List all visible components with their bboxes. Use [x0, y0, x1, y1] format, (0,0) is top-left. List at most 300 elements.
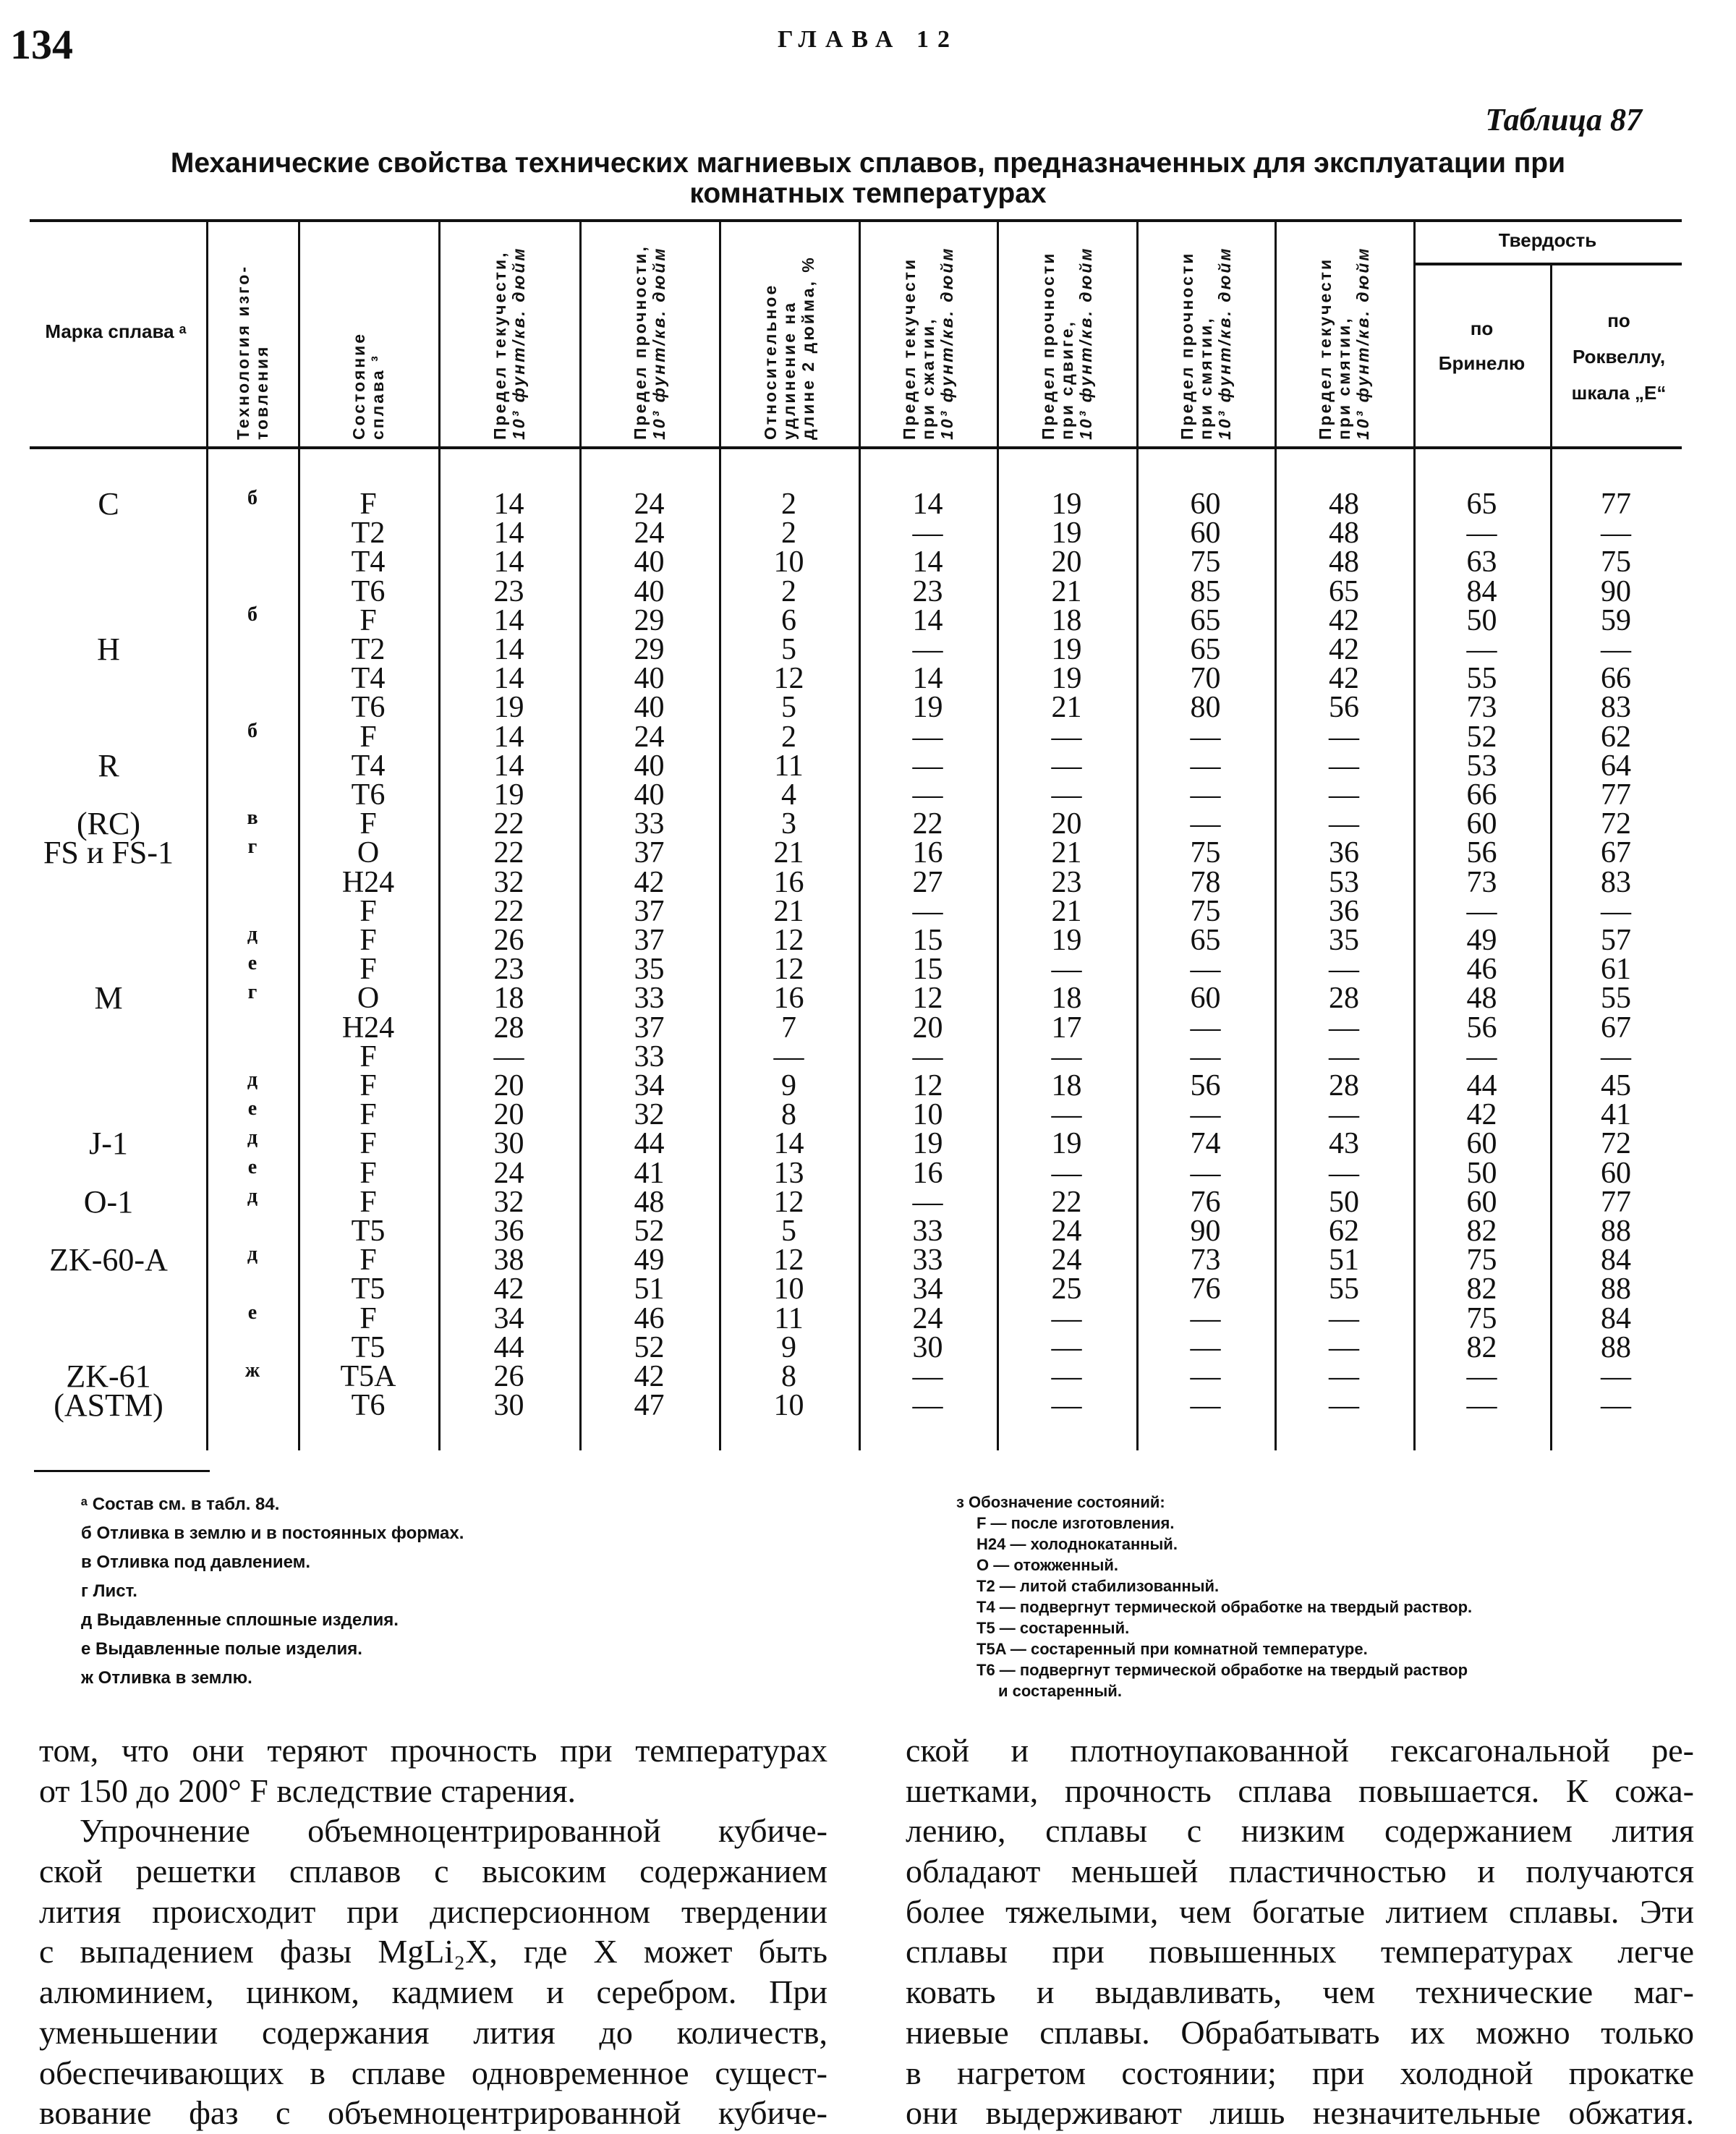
cell-alloy: M: [94, 980, 123, 1016]
cell-elongation: 12: [773, 1244, 804, 1278]
cell-yield: 26: [493, 924, 524, 957]
cell-brinell: 56: [1466, 1011, 1497, 1045]
cell-tensile: 40: [634, 749, 665, 783]
cell-elongation: 12: [773, 662, 804, 696]
cell-elongation: 8: [781, 1360, 796, 1393]
cell-tensile: 34: [634, 1069, 665, 1102]
cell-shear: —: [1051, 1301, 1082, 1335]
cell-bearing-strength: 65: [1190, 633, 1221, 666]
header-state: [349, 230, 387, 440]
cell-bearing-strength: 75: [1190, 836, 1221, 870]
cell-bearing-strength: —: [1190, 778, 1221, 812]
cell-rockwell: 77: [1601, 778, 1631, 812]
cell-bearing-strength: —: [1190, 1011, 1221, 1045]
body-text-line: уменьшении содержания лития до количеств,: [39, 2013, 827, 2051]
cell-tensile: 29: [634, 603, 665, 637]
cell-elongation: 13: [773, 1156, 804, 1190]
cell-compressive-yield: 12: [912, 982, 943, 1016]
footnote: г Лист.: [81, 1581, 137, 1601]
column-rule: [719, 221, 721, 1450]
cell-elongation: 11: [774, 1301, 804, 1335]
cell-shear: 19: [1051, 517, 1082, 550]
cell-brinell: 46: [1466, 953, 1497, 987]
cell-rockwell: 72: [1601, 1127, 1631, 1161]
header-line: товления: [252, 344, 271, 440]
footnote: H24 — холоднокатанный.: [977, 1535, 1178, 1553]
cell-tensile: 37: [634, 894, 665, 928]
cell-tensile: 40: [634, 574, 665, 608]
cell-bearing-strength: —: [1190, 749, 1221, 783]
cell-yield: 22: [493, 807, 524, 841]
cell-alloy: (ASTM): [54, 1387, 163, 1424]
cell-compressive-yield: 10: [912, 1098, 943, 1132]
body-text-line: шетками, прочность сплава повышается. К сожа-: [906, 1772, 1694, 1809]
cell-bearing-yield: 56: [1329, 691, 1359, 725]
cell-bearing-yield: 50: [1329, 1185, 1359, 1219]
cell-compressive-yield: —: [912, 1185, 943, 1219]
column-rule: [438, 221, 441, 1450]
cell-elongation: 2: [781, 488, 796, 521]
cell-rockwell: 67: [1601, 1011, 1631, 1045]
cell-state: O: [357, 836, 380, 870]
table-label: Таблица 87: [1485, 102, 1642, 137]
cell-shear: 19: [1051, 924, 1082, 957]
cell-bearing-strength: 75: [1190, 894, 1221, 928]
cell-bearing-yield: 51: [1329, 1244, 1359, 1278]
cell-elongation: 12: [773, 1185, 804, 1219]
body-text-line: от 150 до 200° F вследствие старения.: [39, 1772, 576, 1809]
cell-bearing-yield: 36: [1329, 894, 1359, 928]
cell-rockwell: 62: [1601, 720, 1631, 754]
cell-elongation: 7: [781, 1011, 796, 1045]
cell-shear: —: [1051, 1330, 1082, 1364]
cell-state: F: [359, 924, 377, 957]
column-rule: [1413, 221, 1416, 1450]
cell-elongation: 10: [773, 545, 804, 579]
footnote: и состаренный.: [998, 1682, 1122, 1700]
cell-shear: —: [1051, 1040, 1082, 1074]
cell-compressive-yield: 14: [912, 488, 943, 521]
cell-rockwell: —: [1601, 1389, 1631, 1423]
cell-bearing-yield: —: [1329, 807, 1359, 841]
cell-shear: —: [1051, 749, 1082, 783]
header-line: 10³ фунт/кв. дюйм: [937, 246, 956, 440]
header-line: Предел прочности: [1177, 251, 1196, 440]
cell-bearing-strength: 56: [1190, 1069, 1221, 1102]
cell-tech: ж: [244, 1359, 260, 1382]
cell-shear: 20: [1051, 545, 1082, 579]
header-line: 10³ фунт/кв. дюйм: [1353, 246, 1372, 440]
cell-yield: 14: [493, 517, 524, 550]
header-bottom-rule: [30, 446, 1682, 449]
cell-bearing-strength: —: [1190, 1330, 1221, 1364]
body-text-line: обладают меньшей пластичностью и получаются: [906, 1853, 1694, 1890]
cell-state: F: [359, 1127, 377, 1161]
cell-brinell: 55: [1466, 662, 1497, 696]
cell-bearing-strength: 78: [1190, 865, 1221, 899]
cell-rockwell: 77: [1601, 488, 1631, 521]
cell-compressive-yield: —: [912, 894, 943, 928]
cell-yield: —: [493, 1040, 524, 1074]
cell-alloy: C: [98, 486, 119, 522]
cell-bearing-strength: —: [1190, 1301, 1221, 1335]
cell-shear: 18: [1051, 1069, 1082, 1102]
cell-tech: в: [247, 807, 258, 830]
cell-state: T6: [351, 778, 386, 812]
cell-bearing-strength: 76: [1190, 1185, 1221, 1219]
cell-bearing-strength: 85: [1190, 574, 1221, 608]
cell-tensile: 40: [634, 691, 665, 725]
cell-elongation: 9: [781, 1330, 796, 1364]
header-c5: [1039, 230, 1095, 440]
cell-compressive-yield: 24: [912, 1301, 943, 1335]
cell-state: T5: [351, 1272, 386, 1306]
header-line: удлинение на: [779, 300, 799, 440]
cell-state: T2: [351, 517, 386, 550]
cell-tech: б: [247, 603, 258, 626]
cell-shear: 20: [1051, 807, 1082, 841]
cell-bearing-strength: 70: [1190, 662, 1221, 696]
cell-tensile: 49: [634, 1244, 665, 1278]
cell-rockwell: 88: [1601, 1272, 1631, 1306]
cell-state: T6: [351, 574, 386, 608]
body-text-line: ниевые сплавы. Обрабатывать их можно только: [906, 2013, 1694, 2051]
cell-tech: д: [247, 923, 258, 945]
cell-shear: 24: [1051, 1215, 1082, 1248]
header-rockwell: [1550, 302, 1688, 411]
cell-elongation: 12: [773, 924, 804, 957]
cell-bearing-strength: 90: [1190, 1215, 1221, 1248]
cell-tensile: 35: [634, 953, 665, 987]
cell-state: F: [359, 1185, 377, 1219]
body-text-line: вование фаз с объемноцентрированной кубиче-: [39, 2094, 827, 2132]
body-text-line: том, что они теряют прочность при температурах: [39, 1732, 827, 1769]
cell-tensile: 52: [634, 1215, 665, 1248]
cell-elongation: 9: [781, 1069, 796, 1102]
cell-brinell: 52: [1466, 720, 1497, 754]
header-line: Предел текучести: [1316, 257, 1335, 440]
body-text-line: в нагретом состоянии; при холодной прокатке: [906, 2054, 1694, 2091]
cell-brinell: —: [1466, 633, 1497, 666]
cell-rockwell: 67: [1601, 836, 1631, 870]
cell-tensile: 24: [634, 488, 665, 521]
cell-yield: 24: [493, 1156, 524, 1190]
cell-shear: —: [1051, 1389, 1082, 1423]
cell-tensile: 48: [634, 1185, 665, 1219]
cell-compressive-yield: —: [912, 633, 943, 666]
table-title-line: комнатных температурах: [689, 178, 1047, 209]
cell-elongation: 16: [773, 982, 804, 1016]
cell-brinell: 60: [1466, 807, 1497, 841]
cell-compressive-yield: 19: [912, 1127, 943, 1161]
cell-brinell: 65: [1466, 488, 1497, 521]
footnote: O — отожженный.: [977, 1556, 1119, 1574]
cell-tech: е: [247, 952, 258, 975]
cell-bearing-strength: —: [1190, 1156, 1221, 1190]
body-text-line: Упрочнение объемноцентрированной кубиче-: [80, 1812, 827, 1850]
cell-rockwell: 59: [1601, 603, 1631, 637]
cell-bearing-yield: —: [1329, 1389, 1359, 1423]
body-text-line: с выпадением фазы MgLi₂X, где X может быть: [39, 1933, 827, 1971]
cell-brinell: 82: [1466, 1272, 1497, 1306]
header-line: Предел прочности,: [630, 245, 650, 440]
body-text-line: они выдерживают лишь незначительные обжатия.: [906, 2094, 1694, 2132]
cell-bearing-strength: 80: [1190, 691, 1221, 725]
cell-elongation: 5: [781, 633, 796, 666]
cell-yield: 14: [493, 603, 524, 637]
column-rule: [298, 221, 300, 1450]
cell-state: T4: [351, 545, 386, 579]
cell-yield: 32: [493, 865, 524, 899]
cell-bearing-yield: —: [1329, 1360, 1359, 1393]
cell-bearing-yield: —: [1329, 1040, 1359, 1074]
header-line: длине 2 дюйма, %: [798, 255, 817, 440]
cell-tensile: 46: [634, 1301, 665, 1335]
cell-compressive-yield: 34: [912, 1272, 943, 1306]
cell-state: F: [359, 894, 377, 928]
cell-compressive-yield: 15: [912, 924, 943, 957]
cell-state: F: [359, 953, 377, 987]
cell-shear: 24: [1051, 1244, 1082, 1278]
header-line: при смятии,: [1335, 316, 1353, 440]
cell-state: F: [359, 720, 377, 754]
cell-tensile: 37: [634, 924, 665, 957]
cell-elongation: 3: [781, 807, 796, 841]
cell-tech: д: [247, 1243, 258, 1266]
cell-rockwell: —: [1601, 517, 1631, 550]
header-c4: [900, 230, 956, 440]
chapter-heading: ГЛАВА 12: [778, 26, 958, 53]
cell-tech: д: [247, 1126, 258, 1149]
cell-alloy: H: [97, 632, 120, 667]
header-line: Технология изго-: [233, 265, 252, 440]
header-hardness: Твердость: [1498, 229, 1597, 251]
cell-tech: г: [247, 836, 258, 859]
cell-yield: 20: [493, 1098, 524, 1132]
cell-rockwell: 72: [1601, 807, 1631, 841]
cell-compressive-yield: 15: [912, 953, 943, 987]
cell-yield: 32: [493, 1185, 524, 1219]
cell-tensile: 33: [634, 1040, 665, 1074]
cell-bearing-yield: 28: [1329, 1069, 1359, 1102]
cell-shear: —: [1051, 1360, 1082, 1393]
cell-rockwell: 41: [1601, 1098, 1631, 1132]
cell-yield: 14: [493, 720, 524, 754]
cell-yield: 22: [493, 894, 524, 928]
cell-state: F: [359, 1069, 377, 1102]
cell-yield: 42: [493, 1272, 524, 1306]
cell-state: O: [357, 982, 380, 1016]
cell-compressive-yield: —: [912, 1389, 943, 1423]
cell-bearing-strength: 60: [1190, 488, 1221, 521]
cell-shear: —: [1051, 953, 1082, 987]
body-text-left-column: [39, 1730, 827, 2133]
cell-yield: 38: [493, 1244, 524, 1278]
cell-yield: 30: [493, 1127, 524, 1161]
cell-compressive-yield: 19: [912, 691, 943, 725]
cell-bearing-yield: 48: [1329, 488, 1359, 521]
cell-yield: 14: [493, 633, 524, 666]
cell-elongation: —: [773, 1040, 804, 1074]
cell-shear: 21: [1051, 691, 1082, 725]
cell-brinell: —: [1466, 894, 1497, 928]
cell-rockwell: 88: [1601, 1215, 1631, 1248]
cell-rockwell: 57: [1601, 924, 1631, 957]
cell-alloy: ZK-61: [66, 1359, 151, 1394]
cell-compressive-yield: 30: [912, 1330, 943, 1364]
cell-shear: 21: [1051, 836, 1082, 870]
cell-elongation: 21: [773, 836, 804, 870]
header-tech: [234, 230, 271, 440]
cell-compressive-yield: 20: [912, 1011, 943, 1045]
cell-yield: 14: [493, 488, 524, 521]
cell-elongation: 12: [773, 953, 804, 987]
cell-alloy: O-1: [83, 1183, 134, 1220]
body-text-line: ской решетки сплавов с высоким содержанием: [39, 1853, 827, 1890]
cell-rockwell: 83: [1601, 691, 1631, 725]
cell-yield: 18: [493, 982, 524, 1016]
cell-compressive-yield: 27: [912, 865, 943, 899]
cell-compressive-yield: —: [912, 517, 943, 550]
cell-state: F: [359, 1301, 377, 1335]
cell-elongation: 6: [781, 603, 796, 637]
cell-state: F: [359, 603, 377, 637]
cell-bearing-yield: —: [1329, 1156, 1359, 1190]
cell-bearing-yield: 55: [1329, 1272, 1359, 1306]
cell-bearing-yield: —: [1329, 749, 1359, 783]
cell-brinell: 50: [1466, 603, 1497, 637]
cell-yield: 14: [493, 545, 524, 579]
cell-compressive-yield: 22: [912, 807, 943, 841]
header-line: Относительное: [760, 283, 780, 440]
cell-shear: —: [1051, 720, 1082, 754]
cell-tensile: 33: [634, 807, 665, 841]
cell-brinell: 84: [1466, 574, 1497, 608]
cell-bearing-yield: 42: [1329, 662, 1359, 696]
cell-elongation: 2: [781, 720, 796, 754]
cell-tensile: 41: [634, 1156, 665, 1190]
header-line: 10³ фунт/кв. дюйм: [1214, 246, 1234, 440]
cell-tech: е: [247, 1155, 258, 1178]
cell-elongation: 4: [781, 778, 796, 812]
header-c2: [631, 230, 668, 440]
cell-brinell: 44: [1466, 1069, 1497, 1102]
cell-state: F: [359, 1244, 377, 1278]
cell-brinell: —: [1466, 517, 1497, 550]
header-line: сплава ³: [368, 354, 387, 440]
cell-rockwell: —: [1601, 1040, 1631, 1074]
cell-rockwell: 83: [1601, 865, 1631, 899]
cell-compressive-yield: —: [912, 1360, 943, 1393]
cell-tensile: 32: [634, 1098, 665, 1132]
cell-bearing-yield: —: [1329, 1098, 1359, 1132]
footnote: T5 — состаренный.: [977, 1619, 1130, 1637]
cell-compressive-yield: 14: [912, 603, 943, 637]
cell-state: T5: [351, 1330, 386, 1364]
header-rockwell-line: Роквеллу,: [1572, 346, 1666, 367]
cell-state: T4: [351, 662, 386, 696]
cell-compressive-yield: 33: [912, 1244, 943, 1278]
cell-brinell: 82: [1466, 1215, 1497, 1248]
cell-rockwell: —: [1601, 1360, 1631, 1393]
cell-rockwell: 60: [1601, 1156, 1631, 1190]
cell-brinell: —: [1466, 1360, 1497, 1393]
cell-shear: 21: [1051, 894, 1082, 928]
cell-tensile: 44: [634, 1127, 665, 1161]
footnote: е Выдавленные полые изделия.: [81, 1639, 362, 1659]
cell-brinell: 75: [1466, 1244, 1497, 1278]
cell-bearing-strength: —: [1190, 1098, 1221, 1132]
footnote: д Выдавленные сплошные изделия.: [81, 1610, 399, 1630]
table-title: [87, 148, 1649, 209]
cell-elongation: 2: [781, 517, 796, 550]
cell-yield: 23: [493, 953, 524, 987]
cell-rockwell: 66: [1601, 662, 1631, 696]
cell-tensile: 40: [634, 662, 665, 696]
cell-bearing-strength: 60: [1190, 982, 1221, 1016]
cell-yield: 23: [493, 574, 524, 608]
cell-brinell: 56: [1466, 836, 1497, 870]
cell-compressive-yield: 14: [912, 662, 943, 696]
body-text-line: ковать и выдавливать, чем технические маг-: [906, 1973, 1694, 2011]
header-line: 10³ фунт/кв. дюйм: [649, 246, 668, 440]
cell-rockwell: 61: [1601, 953, 1631, 987]
body-text-line: алюминием, цинком, кадмием и серебром. При: [39, 1973, 827, 2011]
cell-bearing-yield: 42: [1329, 633, 1359, 666]
footnote: б Отливка в землю и в постоянных формах.: [81, 1523, 464, 1543]
cell-rockwell: 90: [1601, 574, 1631, 608]
hardness-sub-rule: [1413, 263, 1682, 265]
header-line: Состояние: [349, 331, 368, 440]
cell-bearing-strength: —: [1190, 807, 1221, 841]
header-line: при сжатии,: [918, 317, 937, 440]
cell-bearing-yield: 48: [1329, 545, 1359, 579]
cell-compressive-yield: 12: [912, 1069, 943, 1102]
cell-tech: е: [247, 1097, 258, 1121]
table-title-line: Механические свойства технических магниевых сплавов, предназначенных для эксплуатации при: [170, 148, 1566, 179]
cell-bearing-yield: 28: [1329, 982, 1359, 1016]
column-rule: [1136, 221, 1139, 1450]
cell-brinell: 73: [1466, 691, 1497, 725]
body-text-line: ской и плотноупакованной гексагональной ре-: [906, 1732, 1694, 1769]
cell-bearing-strength: —: [1190, 953, 1221, 987]
cell-bearing-strength: —: [1190, 1040, 1221, 1074]
cell-state: T6: [351, 1389, 386, 1423]
cell-alloy: J-1: [89, 1126, 128, 1162]
header-rockwell-line: шкала „E“: [1571, 382, 1667, 404]
cell-elongation: 2: [781, 574, 796, 608]
cell-compressive-yield: —: [912, 720, 943, 754]
cell-bearing-strength: 65: [1190, 924, 1221, 957]
cell-shear: 23: [1051, 865, 1082, 899]
cell-elongation: 10: [773, 1389, 804, 1423]
cell-brinell: 42: [1466, 1098, 1497, 1132]
cell-brinell: 50: [1466, 1156, 1497, 1190]
cell-yield: 30: [493, 1389, 524, 1423]
cell-shear: 19: [1051, 488, 1082, 521]
cell-elongation: 14: [773, 1127, 804, 1161]
body-text-line: лению, сплавы с низким содержанием лития: [906, 1812, 1694, 1850]
cell-elongation: 5: [781, 1215, 796, 1248]
cell-compressive-yield: 33: [912, 1215, 943, 1248]
cell-brinell: 53: [1466, 749, 1497, 783]
cell-rockwell: 64: [1601, 749, 1631, 783]
cell-bearing-yield: 62: [1329, 1215, 1359, 1248]
footnote: ᵃ Состав см. в табл. 84.: [81, 1495, 280, 1514]
cell-yield: 14: [493, 662, 524, 696]
cell-rockwell: 55: [1601, 982, 1631, 1016]
cell-bearing-strength: 75: [1190, 545, 1221, 579]
